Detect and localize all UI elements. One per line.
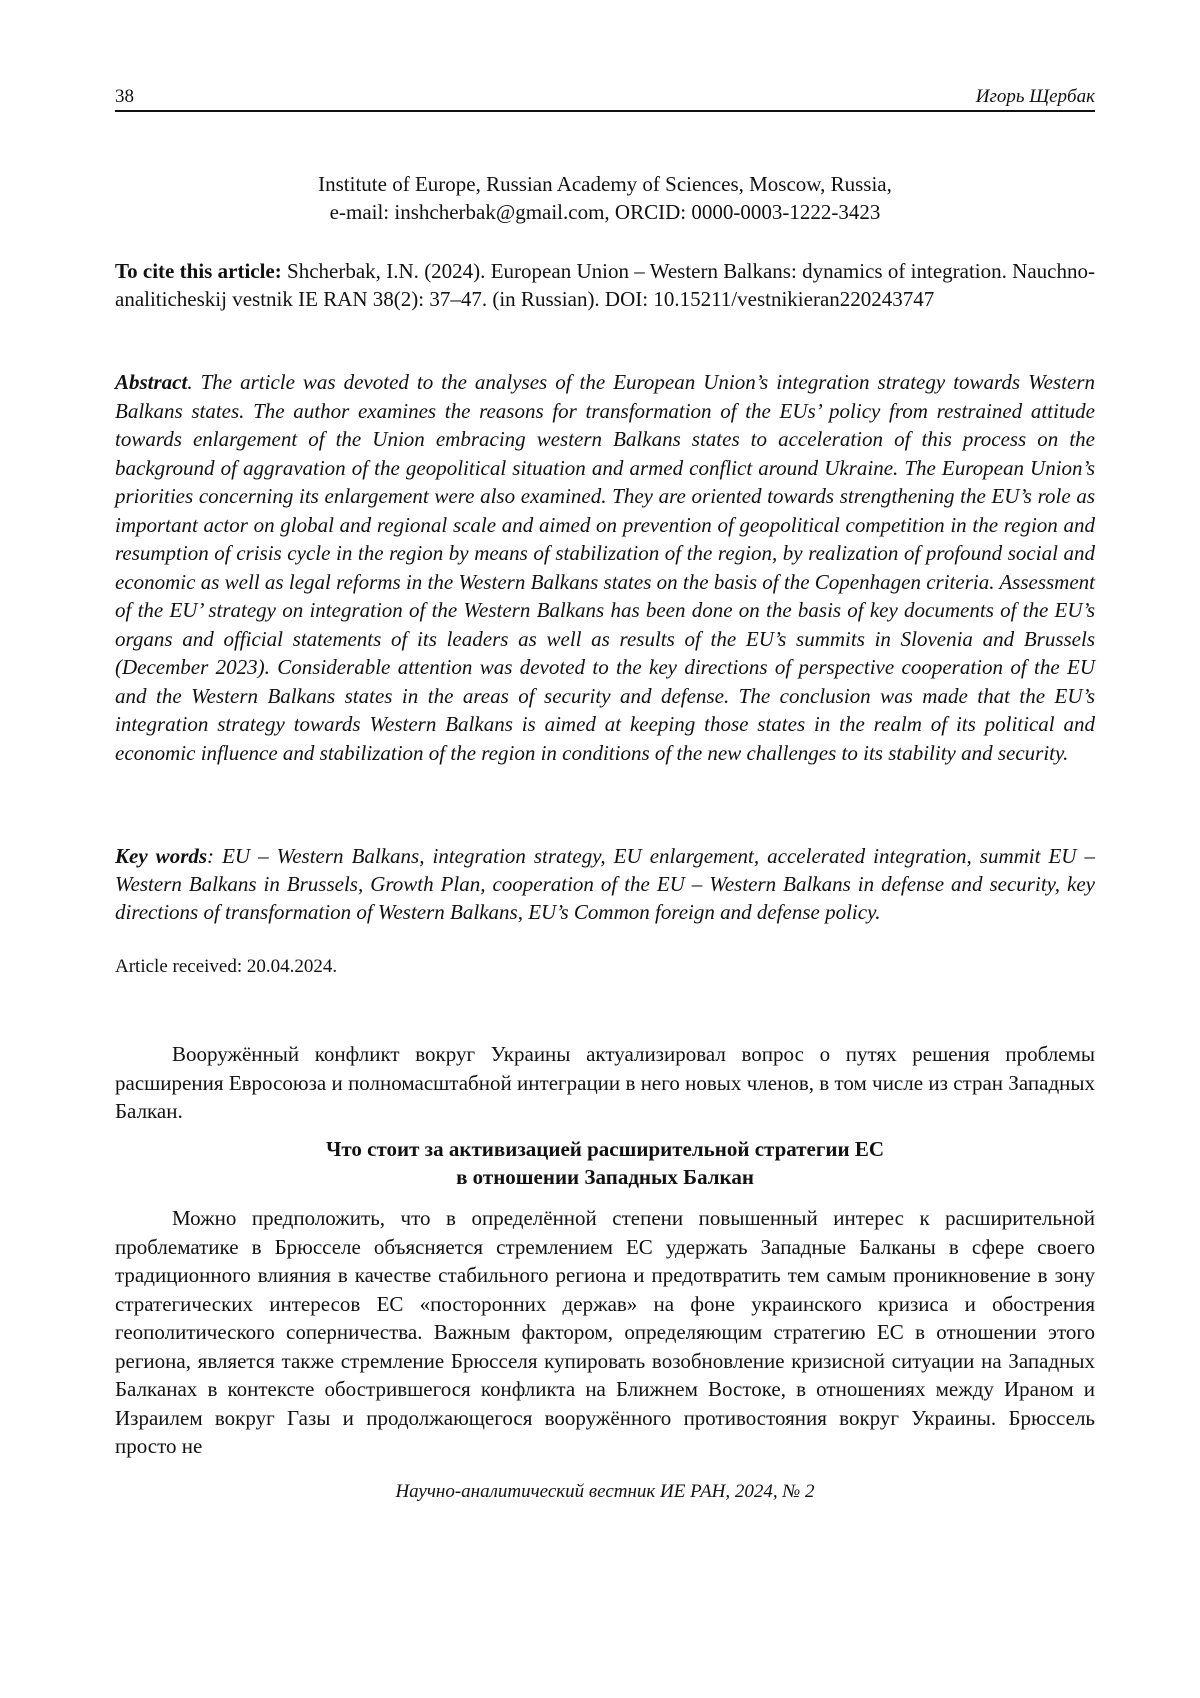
citation-text: Shcherbak, I.N. (2024). European Union – Western Balkans: dynamics of integration. Nauchno-analiticheskij vestnik IE RAN 38(2): 37–47. (in Russian). DOI: 10.15211/vestnikieran220243747 xyxy=(115,259,1095,311)
keywords-block xyxy=(115,842,1095,926)
contact-line: e-mail: inshcherbak@gmail.com, ORCID: 0000-0003-1222-3423 xyxy=(329,200,881,224)
header-author: Игорь Щербак xyxy=(975,86,1095,107)
section-heading-line: Что стоит за активизацией расширительной стратегии ЕС xyxy=(325,1137,885,1161)
citation-label: To cite this article: xyxy=(115,259,282,283)
keywords-label: Key words xyxy=(115,844,208,868)
page-number: 38 xyxy=(115,86,134,107)
abstract-text: . The article was devoted to the analyses of the European Union’s integration strategy towards Western Balkans states. The author examines the reasons for transformation of the EUs’ policy from restrained attitude towards enlargement of the Union embracing western Balkans states to acceleration of this process on the background of aggravation of the geopolitical situation and armed conflict around Ukraine. The European Union’s priorities concerning its enlargement were also examined. They are oriented towards strengthening the EU’s role as important actor on global and regional scale and aimed on prevention of geopolitical competition in the region and resumption of crisis cycle in the region by means of stabilization of the region, by realization of profound social and economic as well as legal reforms in the Western Balkans states on the basis of the Copenhagen criteria. Assessment of the EU’ strategy on integration of the Western Balkans has been done on the basis of key documents of the EU’s organs and official statements of its leaders as well as results of the EU’s summits in Slovenia and Brussels (December 2023). Considerable attention was devoted to the key directions of perspective cooperation of the EU and the Western Balkans states in the areas of security and defense. The conclusion was made that the EU’s integration strategy towards Western Balkans is aimed at keeping those states in the realm of its political and economic influence and stabilization of the region in conditions of the new challenges to its stability and security. xyxy=(115,370,1095,765)
abstract-label: Abstract xyxy=(115,370,188,394)
author-affiliation xyxy=(115,170,1095,226)
running-header xyxy=(115,84,1095,112)
keywords-text: : EU – Western Balkans, integration strategy, EU enlargement, accelerated integration, summit EU – Western Balkans in Brussels, Growth Plan, cooperation of the EU – Western Balkans in defense and security, key directions of transformation of Western Balkans, EU’s Common foreign and defense policy. xyxy=(115,844,1096,924)
abstract-block xyxy=(115,368,1095,767)
section-heading xyxy=(115,1135,1095,1191)
journal-footer: Научно-аналитический вестник ИЕ РАН, 2024, № 2 xyxy=(395,1481,815,1502)
body-paragraph: Можно предположить, что в определённой степени повышенный интерес к расширительной проблематике в Брюсселе объясняется стремлением ЕС удержать Западные Балканы в сфере своего традиционного влияния в качестве стабильного региона и предотвратить тем самым проникновение в зону стратегических интересов ЕС «посторонних держав» на фоне украинского кризиса и обострения геополитического соперничества. Важным фактором, определяющим стратегию ЕС в отношении этого региона, является также стремление Брюсселя купировать возобновление кризисной ситуации на Западных Балканах в контексте обострившегося конфликта на Ближнем Востоке, в отношениях между Ираном и Израилем вокруг Газы и продолжающегося вооружённого противостояния вокруг Украины. Брюссель просто не xyxy=(115,1206,1095,1458)
section-heading-line: в отношении Западных Балкан xyxy=(456,1165,754,1189)
intro-paragraph: Вооружённый конфликт вокруг Украины актуализировал вопрос о путях решения проблемы расширения Евросоюза и полномасштабной интеграции в него новых членов, в том числе из стран Западных Балкан. xyxy=(115,1042,1095,1123)
affiliation-line: Institute of Europe, Russian Academy of Sciences, Moscow, Russia, xyxy=(318,172,892,196)
citation-block xyxy=(115,257,1095,313)
received-date: Article received: 20.04.2024. xyxy=(115,956,338,977)
